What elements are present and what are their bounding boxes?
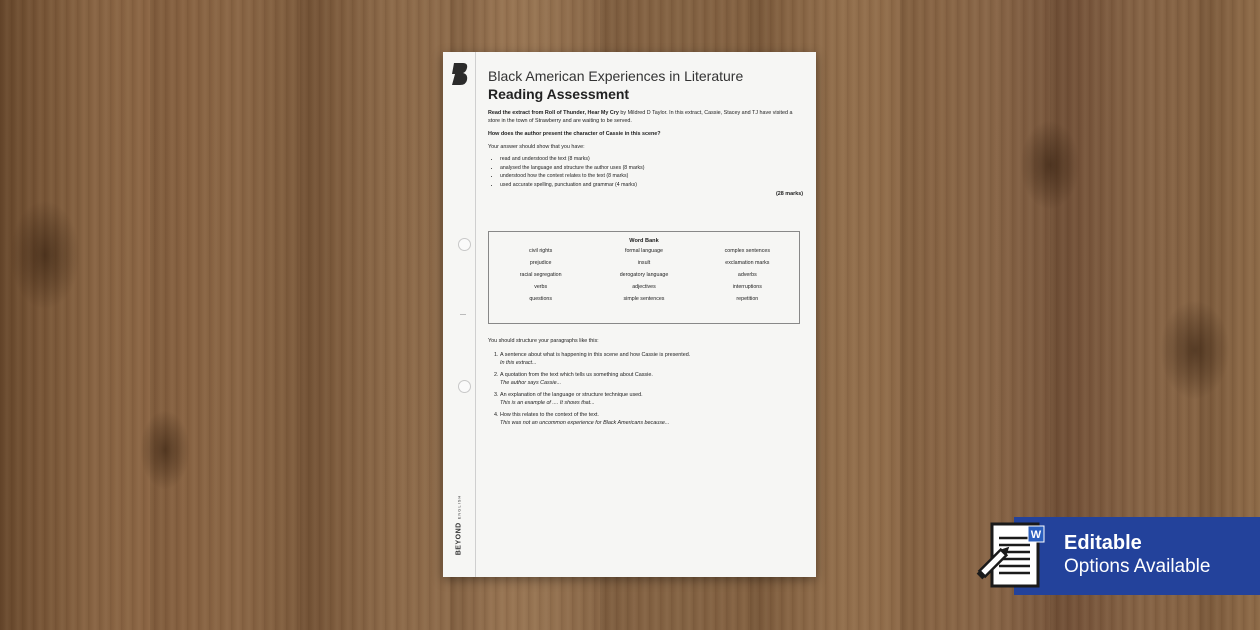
word-bank-word: exclamation marks [725,260,770,266]
step-text: A quotation from the text which tells us something about Cassie. [500,372,653,378]
brand-vertical [449,480,469,570]
structure-steps [488,351,803,427]
word-bank-word: civil rights [529,248,553,254]
criteria-item: • understood how the context relates to the text (8 marks) [500,172,803,181]
step-example: In this extract... [500,360,537,366]
word-bank-word: derogatory language [619,272,669,278]
word-document-icon [974,520,1052,595]
wood-knot [1160,300,1230,400]
word-bank-word: complex sentences [724,248,770,254]
word-bank-title: Word Bank [629,238,659,244]
step-text: An explanation of the language or structure technique used. [500,392,643,398]
structure-step [500,371,803,387]
structure-step [500,411,803,427]
worksheet-header [488,68,803,197]
wood-knot [10,200,80,310]
structure-lead: You should structure your paragraphs like this: [488,338,599,344]
badge-title: Editable [1064,532,1142,554]
punch-hole [458,238,471,251]
worksheet-page [443,52,816,577]
brand-sub: ENGLISH [456,494,462,520]
paragraph-structure [488,338,803,431]
fold-mark [460,314,466,315]
word-bank-word: racial segregation [519,272,562,278]
word-bank-word: repetition [736,296,759,302]
step-text: A sentence about what is happening in this scene and how Cassie is presented. [500,352,691,358]
badge-subtitle: Options Available [1064,556,1211,577]
word-bank-word: insult [637,260,651,266]
word-bank-word: adverbs [737,272,757,278]
word-bank-word: adjectives [632,284,656,290]
brand-name: BEYOND [455,522,463,556]
worksheet-title: Black American Experiences in Literature [488,68,744,84]
beyond-logo-icon [451,62,469,86]
criteria-item: • analysed the language and structure the author uses (8 marks) [500,164,803,173]
criteria-list [488,155,803,189]
step-text: How this relates to the context of the text. [500,412,599,418]
word-bank-grid [489,248,799,302]
answer-lead: Your answer should show that you have: [488,144,585,150]
word-bank-word: simple sentences [623,296,665,302]
intro-text [488,109,803,125]
step-example: This is an example of .... It shows that... [500,400,595,406]
margin-line [475,52,476,577]
badge-text [1064,531,1210,578]
intro-bold: Read the extract from Roll of Thunder, Hear My Cry [488,110,619,116]
word-bank-word: interruptions [732,284,762,290]
step-example: The author says Cassie... [500,380,562,386]
word-bank-word: verbs [534,284,548,290]
word-bank [488,231,800,324]
intro-rest: by Mildred D Taylor. In this extract, Cassie, Stacey and TJ have visited a store in the town of Strawberry and are waiting to be served. [488,110,793,124]
question: How does the author present the character of Cassie in this scene? [488,131,661,137]
worksheet-subtitle: Reading Assessment [488,86,630,102]
svg-text:W: W [1030,529,1042,541]
criteria-item: • used accurate spelling, punctuation and grammar (4 marks) [500,181,803,190]
punch-hole [458,380,471,393]
step-example: This was not an uncommon experience for Black Americans because... [500,420,670,426]
structure-step [500,351,803,367]
criteria-item: • read and understood the text (8 marks) [500,155,803,164]
word-bank-word: prejudice [529,260,552,266]
wood-knot [1020,120,1080,210]
total-marks: (28 marks) [776,191,803,197]
word-bank-word: formal language [624,248,663,254]
word-bank-word: questions [529,296,552,302]
structure-step [500,391,803,407]
wood-knot [140,410,190,490]
